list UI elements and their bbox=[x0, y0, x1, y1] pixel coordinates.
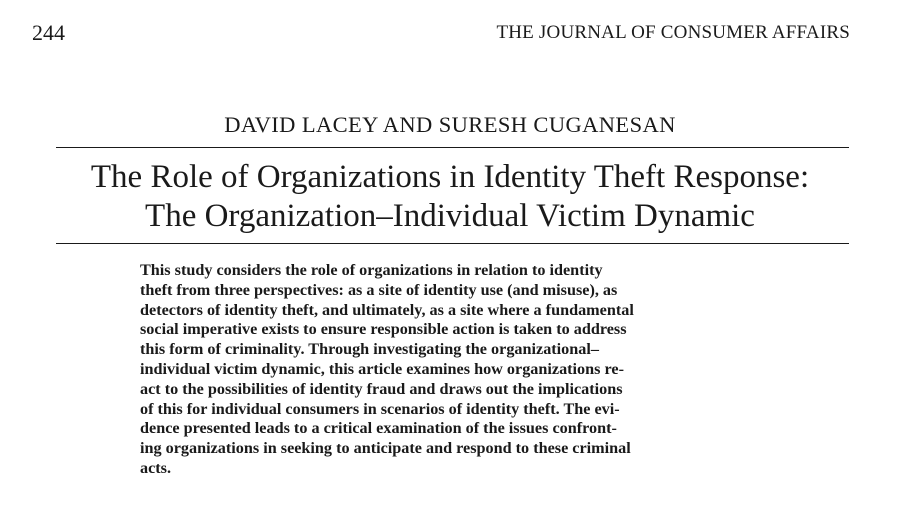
title-rule-top bbox=[56, 147, 849, 148]
abstract-line: ing organizations in seeking to anticipate and respond to these criminal bbox=[140, 439, 631, 458]
title-line: The Role of Organizations in Identity Theft Response: bbox=[90, 159, 810, 195]
abstract-line: social imperative exists to ensure responsible action is taken to address bbox=[140, 320, 627, 339]
abstract-line: this form of criminality. Through investigating the organizational– bbox=[140, 340, 599, 359]
page-number: 244 bbox=[32, 20, 65, 45]
journal-name: THE JOURNAL OF CONSUMER AFFAIRS bbox=[496, 22, 850, 43]
abstract bbox=[140, 261, 634, 479]
abstract-line: theft from three perspectives: as a site of identity use (and misuse), as bbox=[140, 280, 618, 299]
abstract-line: dence presented leads to a critical examination of the issues confront- bbox=[140, 419, 617, 438]
article-title bbox=[40, 158, 860, 236]
abstract-line: individual victim dynamic, this article examines how organizations re- bbox=[140, 359, 624, 378]
abstract-line: detectors of identity theft, and ultimately, as a site where a fundamental bbox=[140, 300, 634, 319]
abstract-line: act to the possibilities of identity fraud and draws out the implications bbox=[140, 379, 623, 398]
authors: DAVID LACEY AND SURESH CUGANESAN bbox=[224, 112, 676, 137]
title-line: The Organization–Individual Victim Dynamic bbox=[145, 198, 755, 234]
title-rule-bottom bbox=[56, 243, 849, 244]
abstract-line: acts. bbox=[140, 458, 172, 477]
abstract-line: This study considers the role of organizations in relation to identity bbox=[140, 261, 603, 279]
abstract-line: of this for individual consumers in scenarios of identity theft. The evi- bbox=[140, 399, 620, 418]
